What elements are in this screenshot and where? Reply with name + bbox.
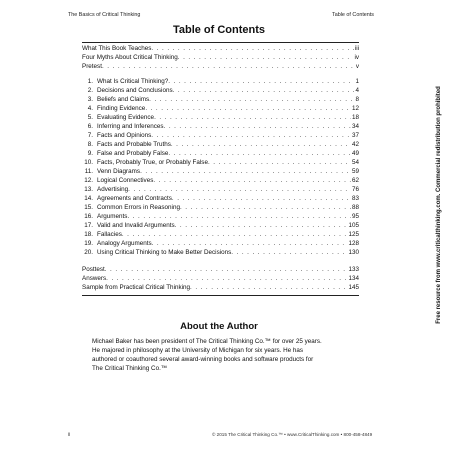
toc-leader-dots xyxy=(128,185,351,194)
about-author-line: Michael Baker has been president of The Critical Thinking Co.™ for over 25 years. xyxy=(92,338,322,345)
toc-entry-page: 62 xyxy=(351,177,359,184)
running-header-left: The Basics of Critical Thinking xyxy=(68,12,141,18)
toc-chapter-entry xyxy=(82,77,359,86)
toc-leader-dots xyxy=(152,239,348,248)
toc-chapter-number: 17. xyxy=(84,222,93,229)
toc-entry-page: 105 xyxy=(348,222,359,229)
toc-entry-page: 95 xyxy=(351,213,359,220)
toc-entry-page: 4 xyxy=(355,87,359,94)
toc-chapter-number: 1. xyxy=(87,78,93,85)
toc-chapter-entry xyxy=(82,167,359,176)
toc-title: Table of Contents xyxy=(172,24,266,36)
toc-entry-title: Decisions and Conclusions xyxy=(97,87,173,94)
toc-chapter-number: 14. xyxy=(84,195,93,202)
toc-chapter-number: 5. xyxy=(87,114,93,121)
toc-leader-dots xyxy=(151,44,353,53)
page-number: ii xyxy=(68,432,71,438)
toc-chapter-entry xyxy=(82,140,359,149)
toc-leader-dots xyxy=(168,77,354,86)
toc-entry-title: Pretest xyxy=(82,63,102,70)
toc-leader-dots xyxy=(175,221,348,230)
toc-entry xyxy=(82,62,359,71)
toc-leader-dots xyxy=(127,212,351,221)
toc-leader-dots xyxy=(102,62,355,71)
toc-entry-title: What Is Critical Thinking? xyxy=(97,78,169,85)
toc-leader-dots xyxy=(190,283,347,292)
toc-entry-page: 125 xyxy=(348,231,359,238)
toc-chapter-number: 16. xyxy=(84,213,93,220)
toc-leader-dots xyxy=(140,167,351,176)
toc-entry-page: 1 xyxy=(355,78,359,85)
toc-entry-title: What This Book Teaches xyxy=(82,45,152,52)
toc-leader-dots xyxy=(149,95,354,104)
redistribution-notice: Free resource from www.criticalthinking.com. Commercial redistribution prohibited xyxy=(436,86,442,324)
toc-chapter-entry xyxy=(82,221,359,230)
toc-chapter-entry xyxy=(82,131,359,140)
about-author-line: The Critical Thinking Co.™ xyxy=(92,365,168,372)
toc-entry-page: v xyxy=(355,63,359,70)
toc-entry-title: Answers xyxy=(82,275,107,282)
toc-entry-page: 133 xyxy=(348,266,359,273)
toc-chapter-number: 6. xyxy=(87,123,93,130)
toc-chapter-entry xyxy=(82,212,359,221)
toc-entry-page: 134 xyxy=(348,275,359,282)
toc-entry-title: Analogy Arguments xyxy=(97,240,152,247)
toc-entry-page: 130 xyxy=(348,249,359,256)
toc-entry-page: 12 xyxy=(351,105,359,112)
toc-entry-page: 76 xyxy=(351,186,359,193)
toc-entry-title: Fallacies xyxy=(97,231,122,238)
toc-chapter-entry xyxy=(82,158,359,167)
toc-entry-title: Logical Connectives xyxy=(97,177,154,184)
toc-chapter-entry xyxy=(82,95,359,104)
toc-entry-title: Arguments xyxy=(97,213,128,220)
toc-chapter-entry xyxy=(82,176,359,185)
toc-entry-title: Agreements and Contracts xyxy=(97,195,172,202)
toc-entry-title: False and Probably False xyxy=(97,150,169,157)
toc-chapter-entry xyxy=(82,248,359,257)
toc-entry-page: 83 xyxy=(351,195,359,202)
toc-leader-dots xyxy=(164,122,351,131)
toc-entry-title: Using Critical Thinking to Make Better Decisions xyxy=(97,249,232,256)
toc-entry-page: iv xyxy=(354,54,359,61)
toc-entry-page: 8 xyxy=(355,96,359,103)
toc-chapter-number: 10. xyxy=(84,159,93,166)
toc-entry-title: Facts, Probably True, or Probably False xyxy=(97,159,208,166)
toc-chapter-entry xyxy=(82,203,359,212)
toc-entry-page: 59 xyxy=(351,168,359,175)
toc-chapter-entry xyxy=(82,104,359,113)
toc-leader-dots xyxy=(208,158,351,167)
toc-entry-page: 49 xyxy=(351,150,359,157)
toc-chapter-entry xyxy=(82,113,359,122)
toc-entry-page: 37 xyxy=(351,132,359,139)
toc-entry-title: Facts and Probable Truths xyxy=(97,141,171,148)
toc-leader-dots xyxy=(180,203,351,212)
toc-chapter-number: 7. xyxy=(87,132,93,139)
toc-entry-title: Sample from Practical Critical Thinking xyxy=(82,284,191,291)
about-author-title: About the Author xyxy=(180,321,258,332)
toc-chapter-number: 19. xyxy=(84,240,93,247)
toc-entry-page: 128 xyxy=(348,240,359,247)
toc-list xyxy=(82,42,359,296)
toc-leader-dots xyxy=(154,113,351,122)
toc-leader-dots xyxy=(231,248,347,257)
toc-chapter-entry xyxy=(82,230,359,239)
toc-chapter-entry xyxy=(82,86,359,95)
toc-entry-page: 88 xyxy=(351,204,359,211)
toc-entry xyxy=(82,274,359,283)
toc-entry-page: 145 xyxy=(348,284,359,291)
toc-chapter-number: 20. xyxy=(84,249,93,256)
toc-leader-dots xyxy=(105,265,348,274)
toc-chapter-entry xyxy=(82,122,359,131)
toc-entry-page: 54 xyxy=(351,159,359,166)
toc-leader-dots xyxy=(151,131,351,140)
toc-entry-title: Inferring and Inferences xyxy=(97,123,164,130)
toc-leader-dots xyxy=(168,149,351,158)
toc-entry-title: Common Errors in Reasoning xyxy=(97,204,180,211)
toc-chapter-entry xyxy=(82,194,359,203)
toc-leader-dots xyxy=(122,230,348,239)
about-author-line: authored or coauthored several award-winning books and software products for xyxy=(92,356,314,363)
toc-leader-dots xyxy=(171,140,351,149)
toc-chapter-number: 13. xyxy=(84,186,93,193)
about-author-line: He majored in philosophy at the University of Michigan for six years. He has xyxy=(92,347,304,354)
toc-leader-dots xyxy=(153,176,351,185)
toc-entry-title: Beliefs and Claims xyxy=(97,96,150,103)
toc-chapter-number: 8. xyxy=(87,141,93,148)
toc-leader-dots xyxy=(172,194,351,203)
toc-chapter-entry xyxy=(82,185,359,194)
toc-entry xyxy=(82,283,359,292)
toc-chapter-number: 12. xyxy=(84,177,93,184)
toc-leader-dots xyxy=(178,53,354,62)
toc-entry xyxy=(82,265,359,274)
copyright-footer: © 2015 The Critical Thinking Co.™ • www.CriticalThinking.com • 800-458-4849 xyxy=(212,432,373,437)
toc-chapter-entry xyxy=(82,149,359,158)
toc-entry-page: 42 xyxy=(351,141,359,148)
toc-chapter-entry xyxy=(82,239,359,248)
toc-entry xyxy=(82,53,359,62)
toc-chapter-number: 18. xyxy=(84,231,93,238)
toc-entry-title: Facts and Opinions xyxy=(97,132,152,139)
toc-entry-page: 18 xyxy=(351,114,359,121)
toc-chapter-number: 2. xyxy=(87,87,93,94)
toc-entry xyxy=(82,44,359,53)
toc-entry-title: Finding Evidence xyxy=(97,105,146,112)
toc-chapter-number: 11. xyxy=(84,168,93,175)
toc-entry-page: iii xyxy=(354,45,359,52)
toc-chapter-number: 15. xyxy=(84,204,93,211)
toc-entry-title: Posttest xyxy=(82,266,105,273)
running-header-right: Table of Contents xyxy=(332,12,374,18)
toc-entry-title: Four Myths About Critical Thinking xyxy=(82,54,178,61)
toc-leader-dots xyxy=(173,86,355,95)
toc-leader-dots xyxy=(145,104,351,113)
toc-entry-title: Venn Diagrams xyxy=(97,168,141,175)
toc-chapter-number: 3. xyxy=(87,96,93,103)
toc-chapter-number: 9. xyxy=(87,150,93,157)
toc-entry-title: Evaluating Evidence xyxy=(97,114,155,121)
toc-entry-title: Valid and Invalid Arguments xyxy=(97,222,175,229)
toc-entry-page: 34 xyxy=(351,123,359,130)
toc-chapter-number: 4. xyxy=(87,105,93,112)
toc-entry-title: Advertising xyxy=(97,186,129,193)
toc-leader-dots xyxy=(106,274,347,283)
